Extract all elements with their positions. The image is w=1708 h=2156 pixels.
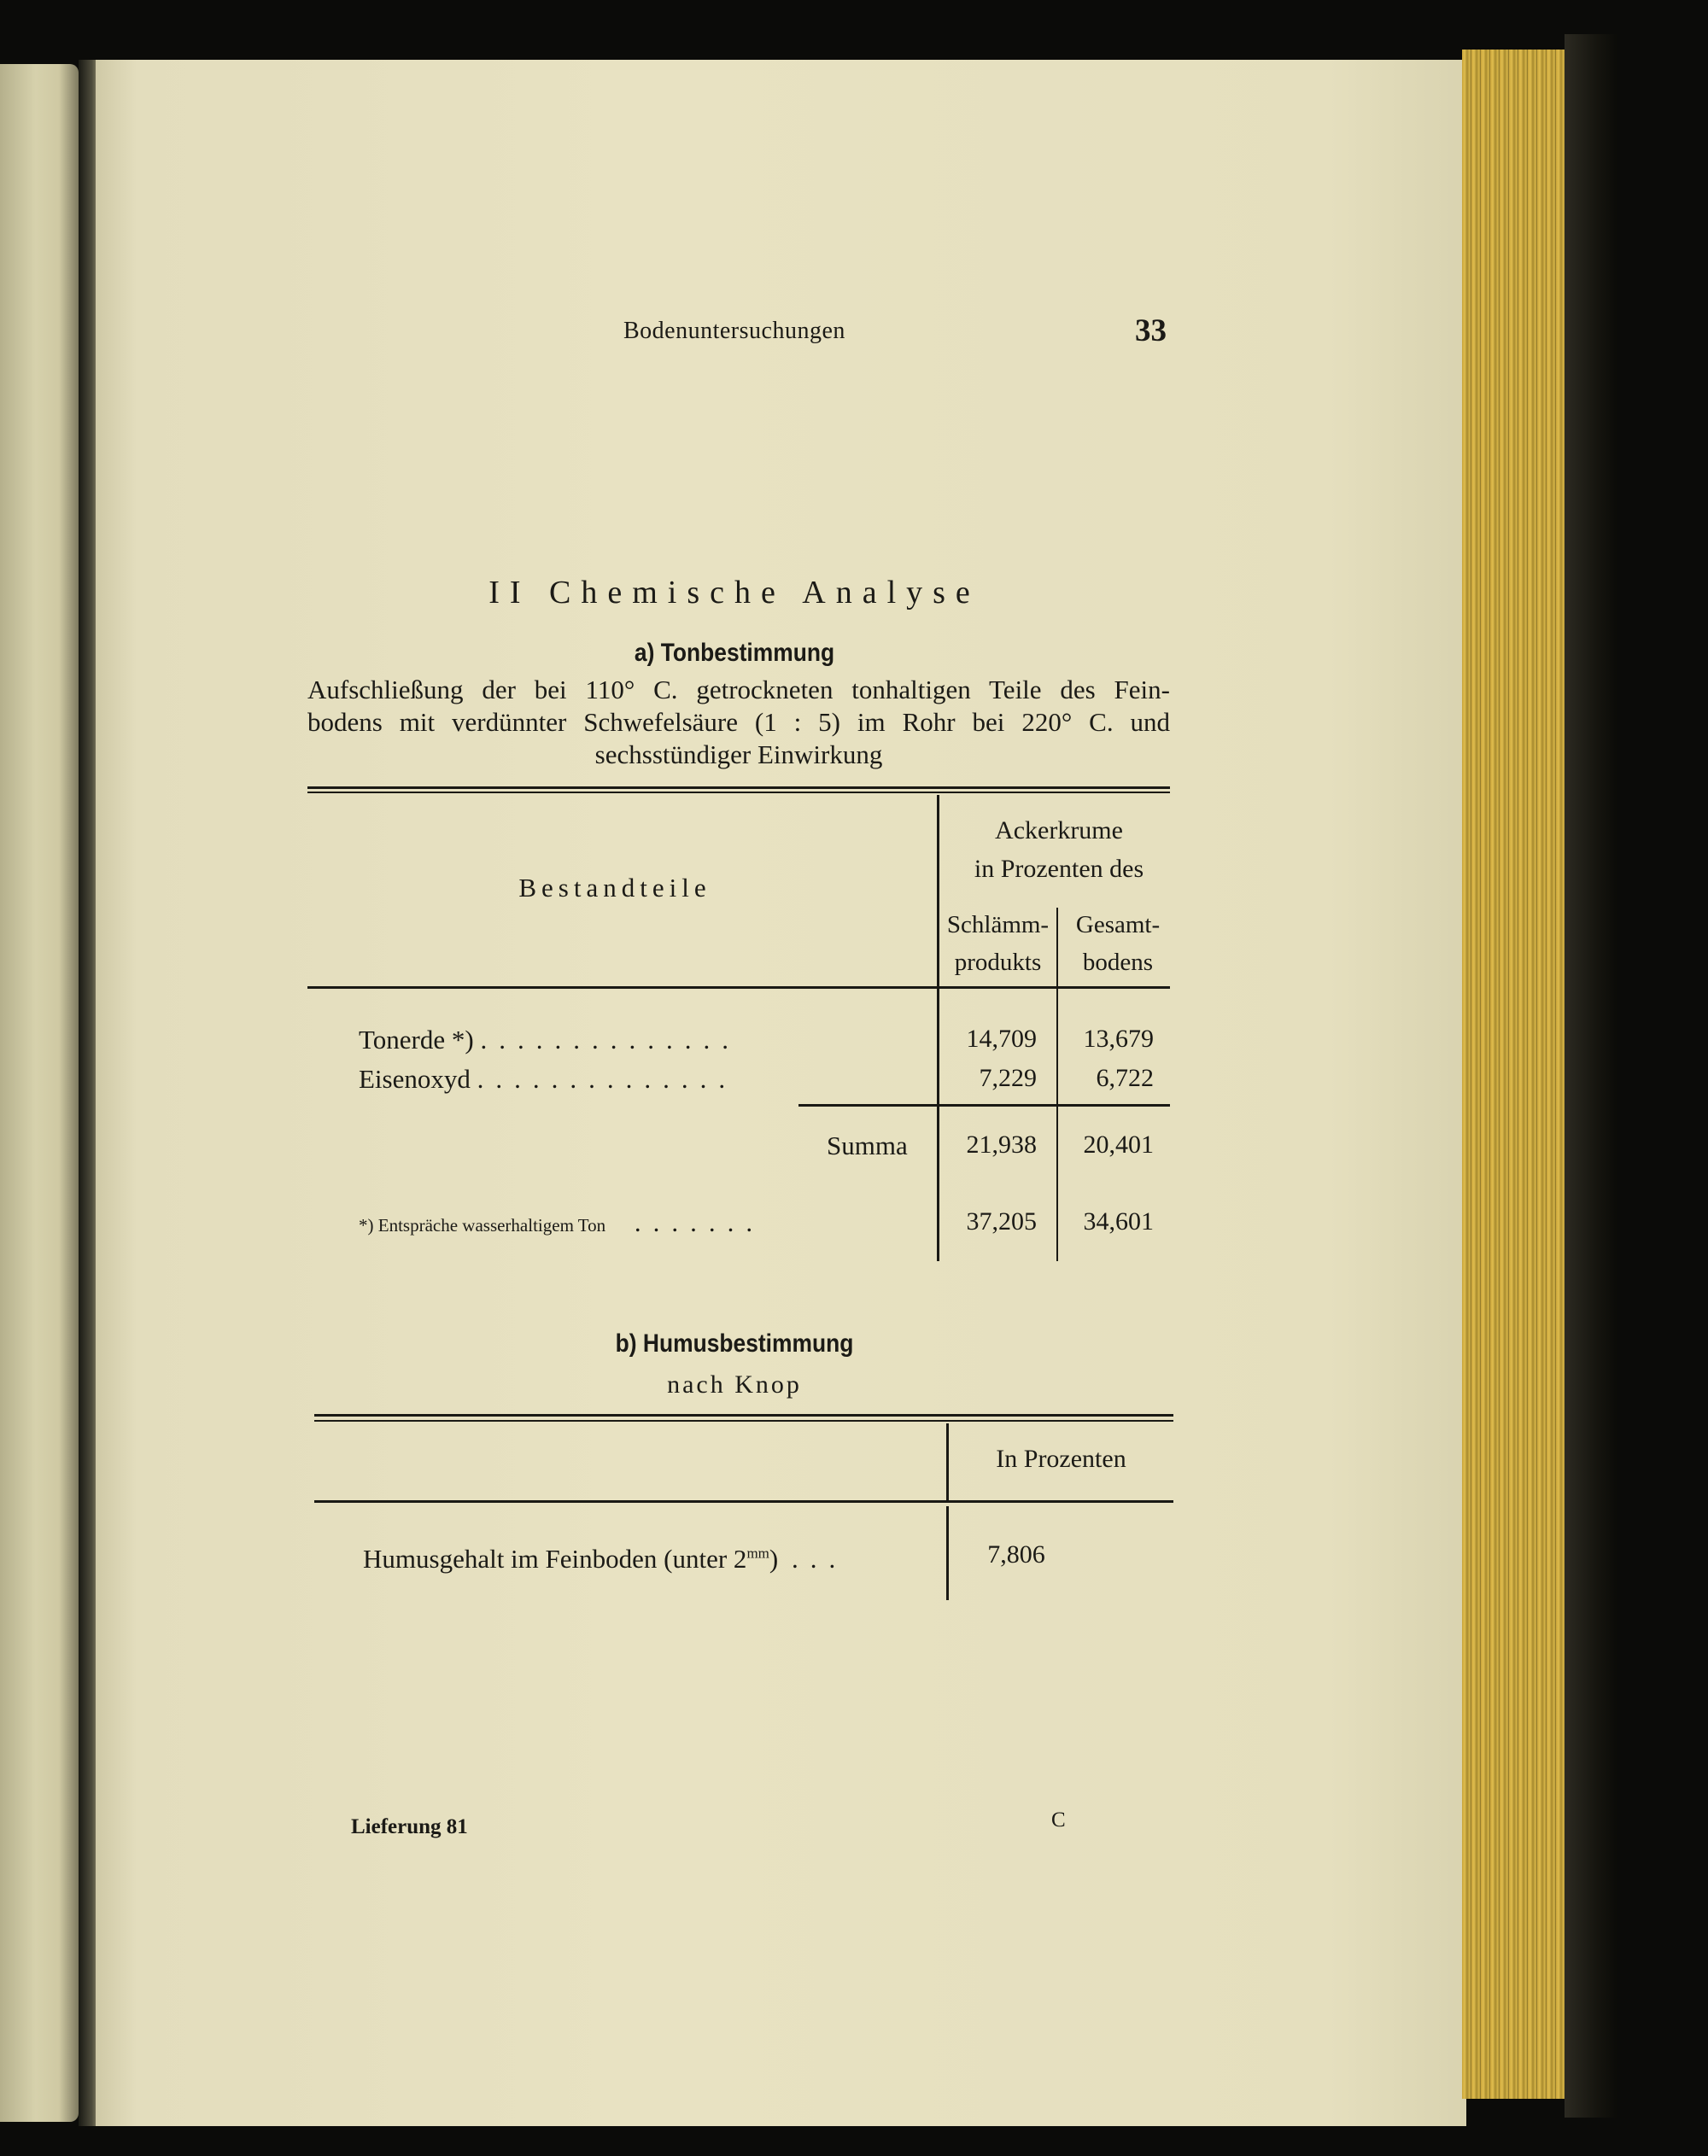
running-head: Bodenuntersuchungen: [623, 318, 845, 344]
sum-rule: [798, 1104, 1170, 1107]
footnote-row: [359, 1207, 764, 1238]
table-top-rule: [307, 786, 1170, 789]
signature-mark: C: [1051, 1808, 1066, 1832]
page-number: 33: [1135, 313, 1167, 348]
leader-dots: ..............: [480, 1025, 740, 1055]
left-page-edge: [0, 64, 79, 2122]
col-group-subheader: in Prozenten des: [974, 855, 1144, 883]
cell-value: 13,679: [1083, 1025, 1154, 1053]
leader-dots: ..............: [477, 1064, 738, 1094]
table-top-rule: [314, 1420, 1173, 1422]
page-stack-edge: [1462, 50, 1569, 2099]
humus-subheading: nach Knop: [667, 1370, 802, 1399]
leader-dots: .......: [634, 1207, 765, 1237]
col-header-gesamt: Gesamt-: [1075, 911, 1161, 938]
footnote-label: *) Entspräche wasserhaltigem Ton: [359, 1215, 606, 1236]
sum-value: 20,401: [1083, 1131, 1154, 1159]
intro-line: bodens mit verdünnter Schwefelsäure (1 : 5) im Rohr bei 220° C. und: [307, 707, 1170, 737]
row-label: Eisenoxyd: [359, 1064, 471, 1094]
lieferung-note: Lieferung 81: [351, 1815, 468, 1838]
cell-value: 7,806: [987, 1540, 1045, 1569]
col-header-bestandteile: Bestandteile: [518, 873, 711, 903]
section-heading: II Chemische Analyse: [488, 575, 980, 611]
cell-value: 14,709: [966, 1025, 1037, 1053]
sum-label: Summa: [827, 1131, 908, 1160]
humus-heading: b) Humusbestimmung: [615, 1329, 854, 1358]
column-divider: [946, 1506, 949, 1600]
header-bottom-rule: [307, 986, 1170, 989]
sum-value: 21,938: [966, 1131, 1037, 1159]
table-top-rule: [314, 1414, 1173, 1417]
book-page: [96, 60, 1466, 2126]
row-label: Humusgehalt im Feinboden (unter 2: [363, 1544, 747, 1574]
intro-line: Aufschließung der bei 110° C. getrockneten tonhaltigen Teile des Fein-: [307, 675, 1170, 704]
col-header-bodens: bodens: [1082, 949, 1154, 976]
table-row: [359, 1025, 740, 1055]
intro-line: sechsstündiger Einwirkung: [594, 739, 883, 769]
col-header-in-prozenten: In Prozenten: [996, 1445, 1126, 1473]
row-label-end: ): [769, 1544, 779, 1574]
table-row: [363, 1544, 847, 1575]
col-header-schlaemm: Schlämm-: [946, 911, 1050, 938]
row-label: Tonerde *): [359, 1025, 474, 1055]
book-cover: [1565, 34, 1617, 2118]
header-bottom-rule: [314, 1500, 1173, 1503]
tonbestimmung-intro: [307, 674, 1170, 771]
col-header-produkts: produkts: [954, 949, 1042, 976]
unit-superscript: mm: [746, 1545, 769, 1562]
cell-value: 37,205: [966, 1207, 1037, 1236]
table-top-rule: [307, 792, 1170, 793]
col-group-header: Ackerkrume: [995, 816, 1123, 844]
tonbestimmung-heading: a) Tonbestimmung: [634, 639, 835, 667]
cell-value: 7,229: [979, 1064, 1037, 1092]
table-row: [359, 1064, 737, 1095]
cell-value: 34,601: [1083, 1207, 1154, 1236]
cell-value: 6,722: [1096, 1064, 1154, 1092]
leader-dots: ...: [791, 1544, 848, 1574]
